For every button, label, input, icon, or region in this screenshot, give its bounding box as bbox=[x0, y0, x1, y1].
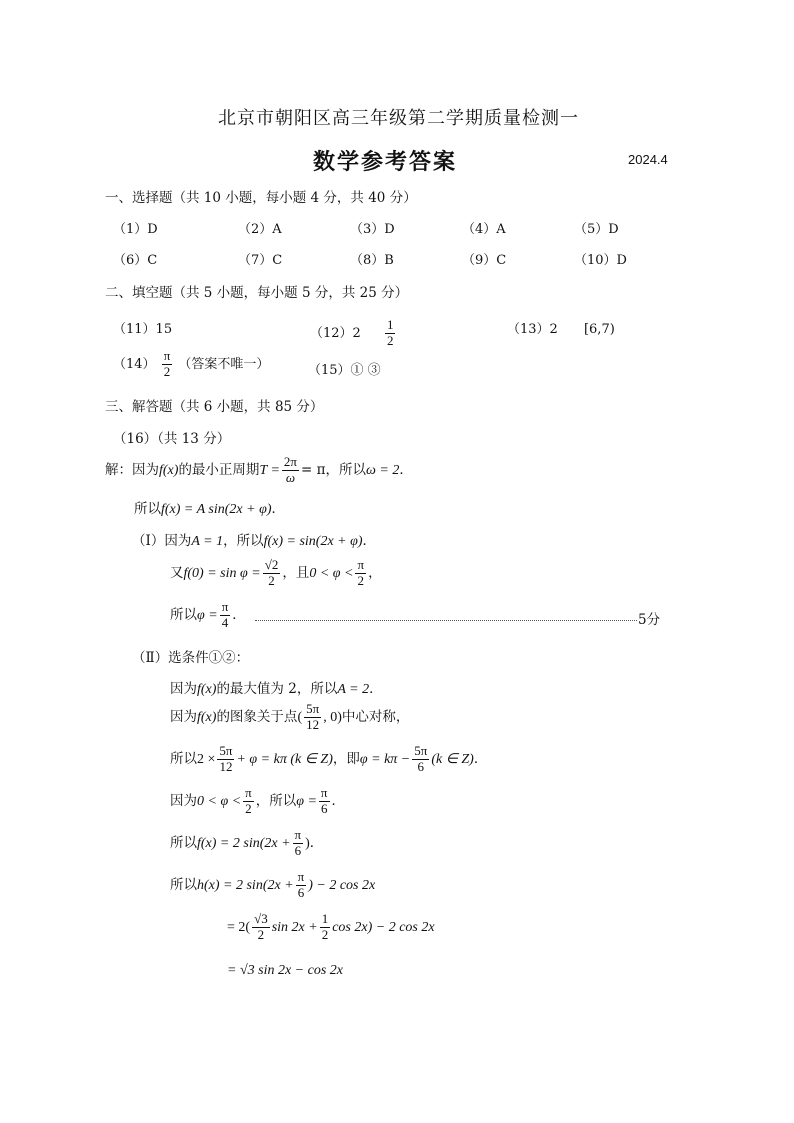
text: 所以 bbox=[170, 606, 197, 623]
fraction bbox=[263, 558, 281, 589]
text: ． bbox=[271, 501, 285, 517]
answer-11: （11）15 bbox=[113, 322, 173, 337]
fraction-denominator: 12 bbox=[306, 716, 320, 732]
section-3-heading: 三、解答题（共 6 小题，共 85 分） bbox=[105, 399, 324, 415]
math: + φ = kπ (k ∈ Z) bbox=[236, 751, 333, 767]
document-date: 2024.4 bbox=[628, 152, 668, 167]
question-16-heading: （16）（共 13 分） bbox=[113, 431, 231, 447]
text: 所以 bbox=[170, 876, 197, 893]
text: 的最大值为 2，所以 bbox=[216, 681, 338, 697]
fraction bbox=[252, 912, 270, 943]
solution-line-2 bbox=[134, 497, 285, 518]
math: f(x) = A sin(2x + φ) bbox=[161, 502, 272, 517]
answer-2: （2）A bbox=[238, 222, 282, 237]
fraction-numerator: π bbox=[357, 557, 365, 572]
fraction-denominator: 2 bbox=[357, 572, 365, 588]
text: ． bbox=[331, 792, 345, 809]
part-2-line-3 bbox=[170, 744, 487, 775]
answer-12-fraction bbox=[385, 318, 396, 349]
text: ，所以 bbox=[223, 533, 264, 549]
text: 的图象关于点 bbox=[216, 708, 298, 725]
fraction-denominator: 2 bbox=[257, 926, 265, 942]
answer-15: （15）① ③ bbox=[308, 363, 381, 378]
answer-5: （5）D bbox=[574, 222, 619, 237]
fraction-denominator: 2 bbox=[268, 572, 275, 588]
fraction-denominator: 6 bbox=[417, 758, 425, 774]
answer-6: （6）C bbox=[113, 253, 158, 268]
text: 所以 bbox=[170, 750, 197, 767]
math: h(x) = 2 sin(2x + bbox=[197, 877, 294, 893]
text: 又 bbox=[170, 564, 184, 581]
solution-line-1 bbox=[105, 455, 413, 486]
part-2-line-4 bbox=[170, 786, 345, 817]
text: 所以 bbox=[170, 834, 197, 851]
fraction-denominator: 2 bbox=[321, 926, 329, 942]
text: ． bbox=[309, 834, 324, 851]
text: 解：因为 bbox=[105, 461, 159, 478]
text: ． bbox=[362, 533, 377, 549]
fraction bbox=[355, 558, 366, 589]
text: ． bbox=[399, 461, 413, 478]
fraction bbox=[412, 744, 429, 775]
fraction-denominator: 6 bbox=[297, 884, 305, 900]
answer-1: （1）D bbox=[113, 222, 158, 237]
fraction-denominator: 12 bbox=[219, 758, 233, 774]
fraction-numerator: 5π bbox=[306, 701, 320, 716]
answer-4: （4）A bbox=[462, 222, 506, 237]
answer-13-label: （13）2 bbox=[507, 322, 558, 337]
math: , 0) bbox=[323, 709, 342, 725]
answer-10: （10）D bbox=[574, 253, 627, 268]
part-2-line-6 bbox=[170, 870, 375, 901]
part-2-line-7 bbox=[227, 912, 435, 943]
answer-14 bbox=[113, 349, 269, 380]
part-1-line-1 bbox=[132, 529, 376, 550]
text: ． bbox=[473, 750, 488, 767]
fraction bbox=[319, 786, 330, 817]
fraction-numerator: π bbox=[221, 599, 229, 614]
fraction-numerator: 2π bbox=[283, 454, 297, 469]
fraction bbox=[220, 600, 231, 631]
fraction-denominator: 6 bbox=[294, 842, 302, 858]
part-1-line-3 bbox=[170, 600, 246, 631]
section-2-heading: 二、填空题（共 5 小题，每小题 5 分，共 25 分） bbox=[105, 285, 409, 301]
fraction bbox=[243, 786, 254, 817]
part-1-line-2 bbox=[170, 558, 382, 589]
math: T = bbox=[259, 462, 280, 478]
fraction-denominator: 2 bbox=[163, 363, 171, 379]
answer-12 bbox=[310, 318, 397, 349]
math: A = 2 bbox=[337, 682, 370, 697]
fraction-numerator: π bbox=[245, 785, 252, 800]
fraction bbox=[293, 828, 304, 859]
fraction-numerator: 5π bbox=[414, 743, 428, 758]
section-1-heading: 一、选择题（共 10 小题，每小题 4 分，共 40 分） bbox=[105, 190, 417, 206]
score-label: 5分 bbox=[638, 612, 661, 628]
answer-3: （3）D bbox=[350, 222, 395, 237]
fraction bbox=[304, 702, 321, 733]
answer-14-fraction bbox=[162, 349, 173, 380]
math: φ = bbox=[296, 793, 317, 809]
part-2-heading: （Ⅱ）选条件①②： bbox=[132, 650, 250, 666]
fraction bbox=[296, 870, 307, 901]
math: ) − 2 cos 2x bbox=[308, 877, 376, 893]
math: 0 < φ < bbox=[197, 793, 242, 809]
text: 因为 bbox=[170, 681, 197, 697]
fraction-numerator: π bbox=[294, 827, 302, 842]
fraction-denominator: 4 bbox=[221, 614, 229, 630]
part-2-line-1 bbox=[170, 677, 383, 698]
part-2-line-5 bbox=[170, 828, 323, 859]
math: cos 2x) − 2 cos 2x bbox=[332, 919, 435, 935]
text: ， bbox=[368, 564, 382, 581]
text: 因为 bbox=[170, 792, 197, 809]
fraction-numerator: π bbox=[163, 348, 171, 363]
fraction-numerator: √3 bbox=[254, 911, 268, 926]
answer-13 bbox=[507, 318, 615, 337]
math: f(0) = sin φ = bbox=[183, 565, 261, 581]
fraction-denominator: 6 bbox=[320, 800, 328, 816]
dotted-leader bbox=[255, 620, 637, 621]
math: f(x) bbox=[159, 462, 179, 478]
answer-9: （9）C bbox=[462, 253, 507, 268]
fraction-numerator: 5π bbox=[219, 743, 233, 758]
fraction-numerator: √2 bbox=[264, 557, 279, 572]
math: 2 × bbox=[197, 751, 216, 767]
math: (k ∈ Z) bbox=[431, 751, 474, 767]
answer-12-label: （12）2 bbox=[310, 325, 361, 341]
math: f(x) = 2 sin(2x + bbox=[197, 835, 291, 851]
text: = π，所以 bbox=[301, 461, 366, 478]
math: ( bbox=[297, 709, 303, 725]
answer-14-label: （14） bbox=[113, 356, 156, 372]
fraction-denominator: 2 bbox=[386, 332, 394, 348]
math: A = 1 bbox=[191, 534, 224, 549]
fraction bbox=[217, 744, 234, 775]
text: ，所以 bbox=[255, 792, 297, 809]
text: （Ⅰ）因为 bbox=[132, 533, 192, 549]
text: ，即 bbox=[332, 750, 360, 767]
answer-8: （8）B bbox=[350, 253, 394, 268]
text: 中心对称， bbox=[341, 708, 410, 725]
text: ，且 bbox=[282, 564, 310, 581]
answer-7: （7）C bbox=[238, 253, 283, 268]
math: f(x) = sin(2x + φ) bbox=[263, 534, 363, 549]
math: sin 2x + bbox=[271, 919, 318, 935]
math: f(x) bbox=[197, 682, 217, 697]
text: 的最小正周期 bbox=[178, 461, 260, 478]
fraction-denominator: ω bbox=[285, 469, 296, 485]
text: 所以 bbox=[134, 501, 161, 517]
fraction-denominator: 2 bbox=[245, 800, 252, 816]
math: = √3 sin 2x − cos 2x bbox=[227, 963, 344, 978]
math: φ = kπ − bbox=[359, 751, 411, 767]
document-subtitle: 数学参考答案 bbox=[313, 149, 458, 175]
part-2-line-2 bbox=[170, 702, 409, 733]
math: ω = 2 bbox=[365, 462, 400, 478]
fraction bbox=[320, 912, 331, 943]
math: = 2( bbox=[227, 919, 251, 935]
math: f(x) bbox=[197, 709, 217, 725]
fraction-numerator: π bbox=[297, 869, 305, 884]
math: 0 < φ < bbox=[309, 565, 354, 581]
fraction-numerator: 1 bbox=[386, 317, 394, 332]
answer-14-note: （答案不唯一） bbox=[178, 356, 270, 372]
fraction bbox=[282, 455, 299, 486]
math: φ = bbox=[197, 607, 218, 623]
part-2-line-8 bbox=[227, 962, 343, 979]
fraction-numerator: 1 bbox=[321, 911, 329, 926]
text: 因为 bbox=[170, 708, 197, 725]
text: ． bbox=[232, 606, 246, 623]
fraction-numerator: π bbox=[320, 785, 328, 800]
math: ) bbox=[305, 835, 310, 851]
answer-13-value: [6,7) bbox=[583, 322, 615, 337]
text: ． bbox=[369, 681, 383, 697]
document-title: 北京市朝阳区高三年级第二学期质量检测一 bbox=[218, 108, 579, 129]
